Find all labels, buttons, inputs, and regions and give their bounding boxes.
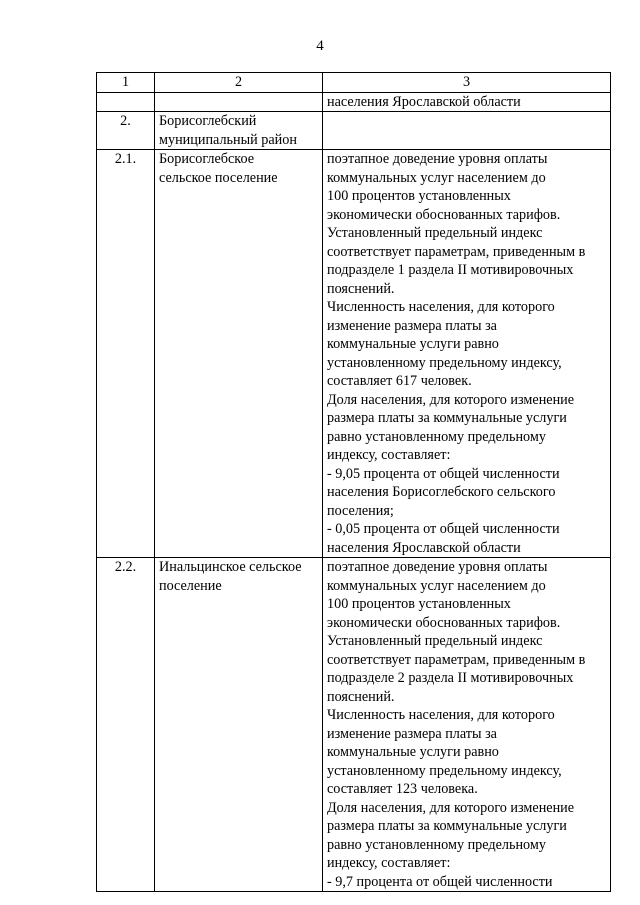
description-line: подразделе 1 раздела II мотивировочных: [327, 262, 574, 278]
name-line: поселение: [159, 577, 222, 594]
name-line: сельское поселение: [159, 169, 278, 186]
description-line: Численность населения, для которого: [327, 299, 555, 315]
description-line: изменение размера платы за: [327, 317, 497, 334]
municipality-name: [155, 558, 323, 892]
row-number: 2.1.: [97, 150, 155, 558]
description-line: соответствует параметрам, приведенным в: [327, 243, 586, 260]
continuation-num-cell: [97, 92, 155, 112]
municipality-name: [155, 112, 323, 150]
description-line: экономически обоснованных тарифов.: [327, 614, 561, 631]
description-line: экономически обоснованных тарифов.: [327, 206, 561, 223]
table-row: [97, 112, 611, 150]
description-line: Установленный предельный индекс: [327, 633, 543, 649]
column-number-3: 3: [323, 73, 611, 93]
description-line: индексу, составляет:: [327, 855, 451, 871]
table-row: [97, 558, 611, 892]
description-line: Численность населения, для которого: [327, 707, 555, 723]
description-line: коммунальные услуги равно: [327, 744, 499, 760]
tariff-table: [96, 72, 611, 892]
description-line: подразделе 2 раздела II мотивировочных: [327, 670, 574, 686]
description-line: - 0,05 процента от общей численности: [327, 521, 560, 537]
column-number-1: 1: [97, 73, 155, 93]
description-line: составляет 123 человека.: [327, 781, 478, 797]
description-line: - 9,05 процента от общей численности: [327, 465, 560, 482]
name-line: Борисоглебский: [159, 113, 257, 129]
description-line: 100 процентов установленных: [327, 188, 511, 204]
column-number-2: 2: [155, 73, 323, 93]
municipality-name: [155, 150, 323, 558]
continuation-name-cell: [155, 92, 323, 112]
measure-description: [323, 150, 611, 558]
description-line: коммунальных услуг населением до: [327, 577, 546, 594]
measure-description: [323, 558, 611, 892]
description-line: поэтапное доведение уровня оплаты: [327, 559, 548, 575]
description-line: Доля населения, для которого изменение: [327, 799, 575, 816]
description-line: установленному предельному индексу,: [327, 762, 562, 779]
measure-description: [323, 112, 611, 150]
description-line: Установленный предельный индекс: [327, 225, 543, 241]
continuation-desc-cell: [323, 92, 611, 112]
description-line: соответствует параметрам, приведенным в: [327, 651, 586, 668]
description-line: размера платы за коммунальные услуги: [327, 410, 567, 426]
name-line: Инальцинское сельское: [159, 559, 302, 575]
description-line: - 9,7 процента от общей численности: [327, 873, 553, 890]
description-line: пояснений.: [327, 280, 395, 297]
page-number: 4: [316, 38, 324, 54]
description-line: составляет 617 человек.: [327, 373, 472, 389]
name-line: муниципальный район: [159, 131, 297, 148]
row-number: 2.: [97, 112, 155, 150]
row-number: 2.2.: [97, 558, 155, 892]
description-line: коммунальных услуг населением до: [327, 169, 546, 186]
name-line: Борисоглебское: [159, 151, 255, 167]
description-line: поселения;: [327, 502, 394, 519]
description-line: населения Борисоглебского сельского: [327, 484, 556, 500]
description-line: Доля населения, для которого изменение: [327, 391, 575, 408]
description-line: равно установленному предельному: [327, 836, 546, 853]
description-line: населения Ярославской области: [327, 539, 521, 556]
column-number-row: [97, 73, 611, 93]
continuation-row: [97, 92, 611, 112]
continuation-line: населения Ярославской области: [327, 93, 521, 110]
description-line: индексу, составляет:: [327, 447, 451, 463]
description-line: изменение размера платы за: [327, 725, 497, 742]
description-line: размера платы за коммунальные услуги: [327, 818, 567, 834]
description-line: поэтапное доведение уровня оплаты: [327, 151, 548, 167]
description-line: 100 процентов установленных: [327, 596, 511, 612]
description-line: пояснений.: [327, 688, 395, 705]
description-line: равно установленному предельному: [327, 428, 546, 445]
description-line: установленному предельному индексу,: [327, 354, 562, 371]
description-line: коммунальные услуги равно: [327, 336, 499, 352]
table-row: [97, 150, 611, 558]
